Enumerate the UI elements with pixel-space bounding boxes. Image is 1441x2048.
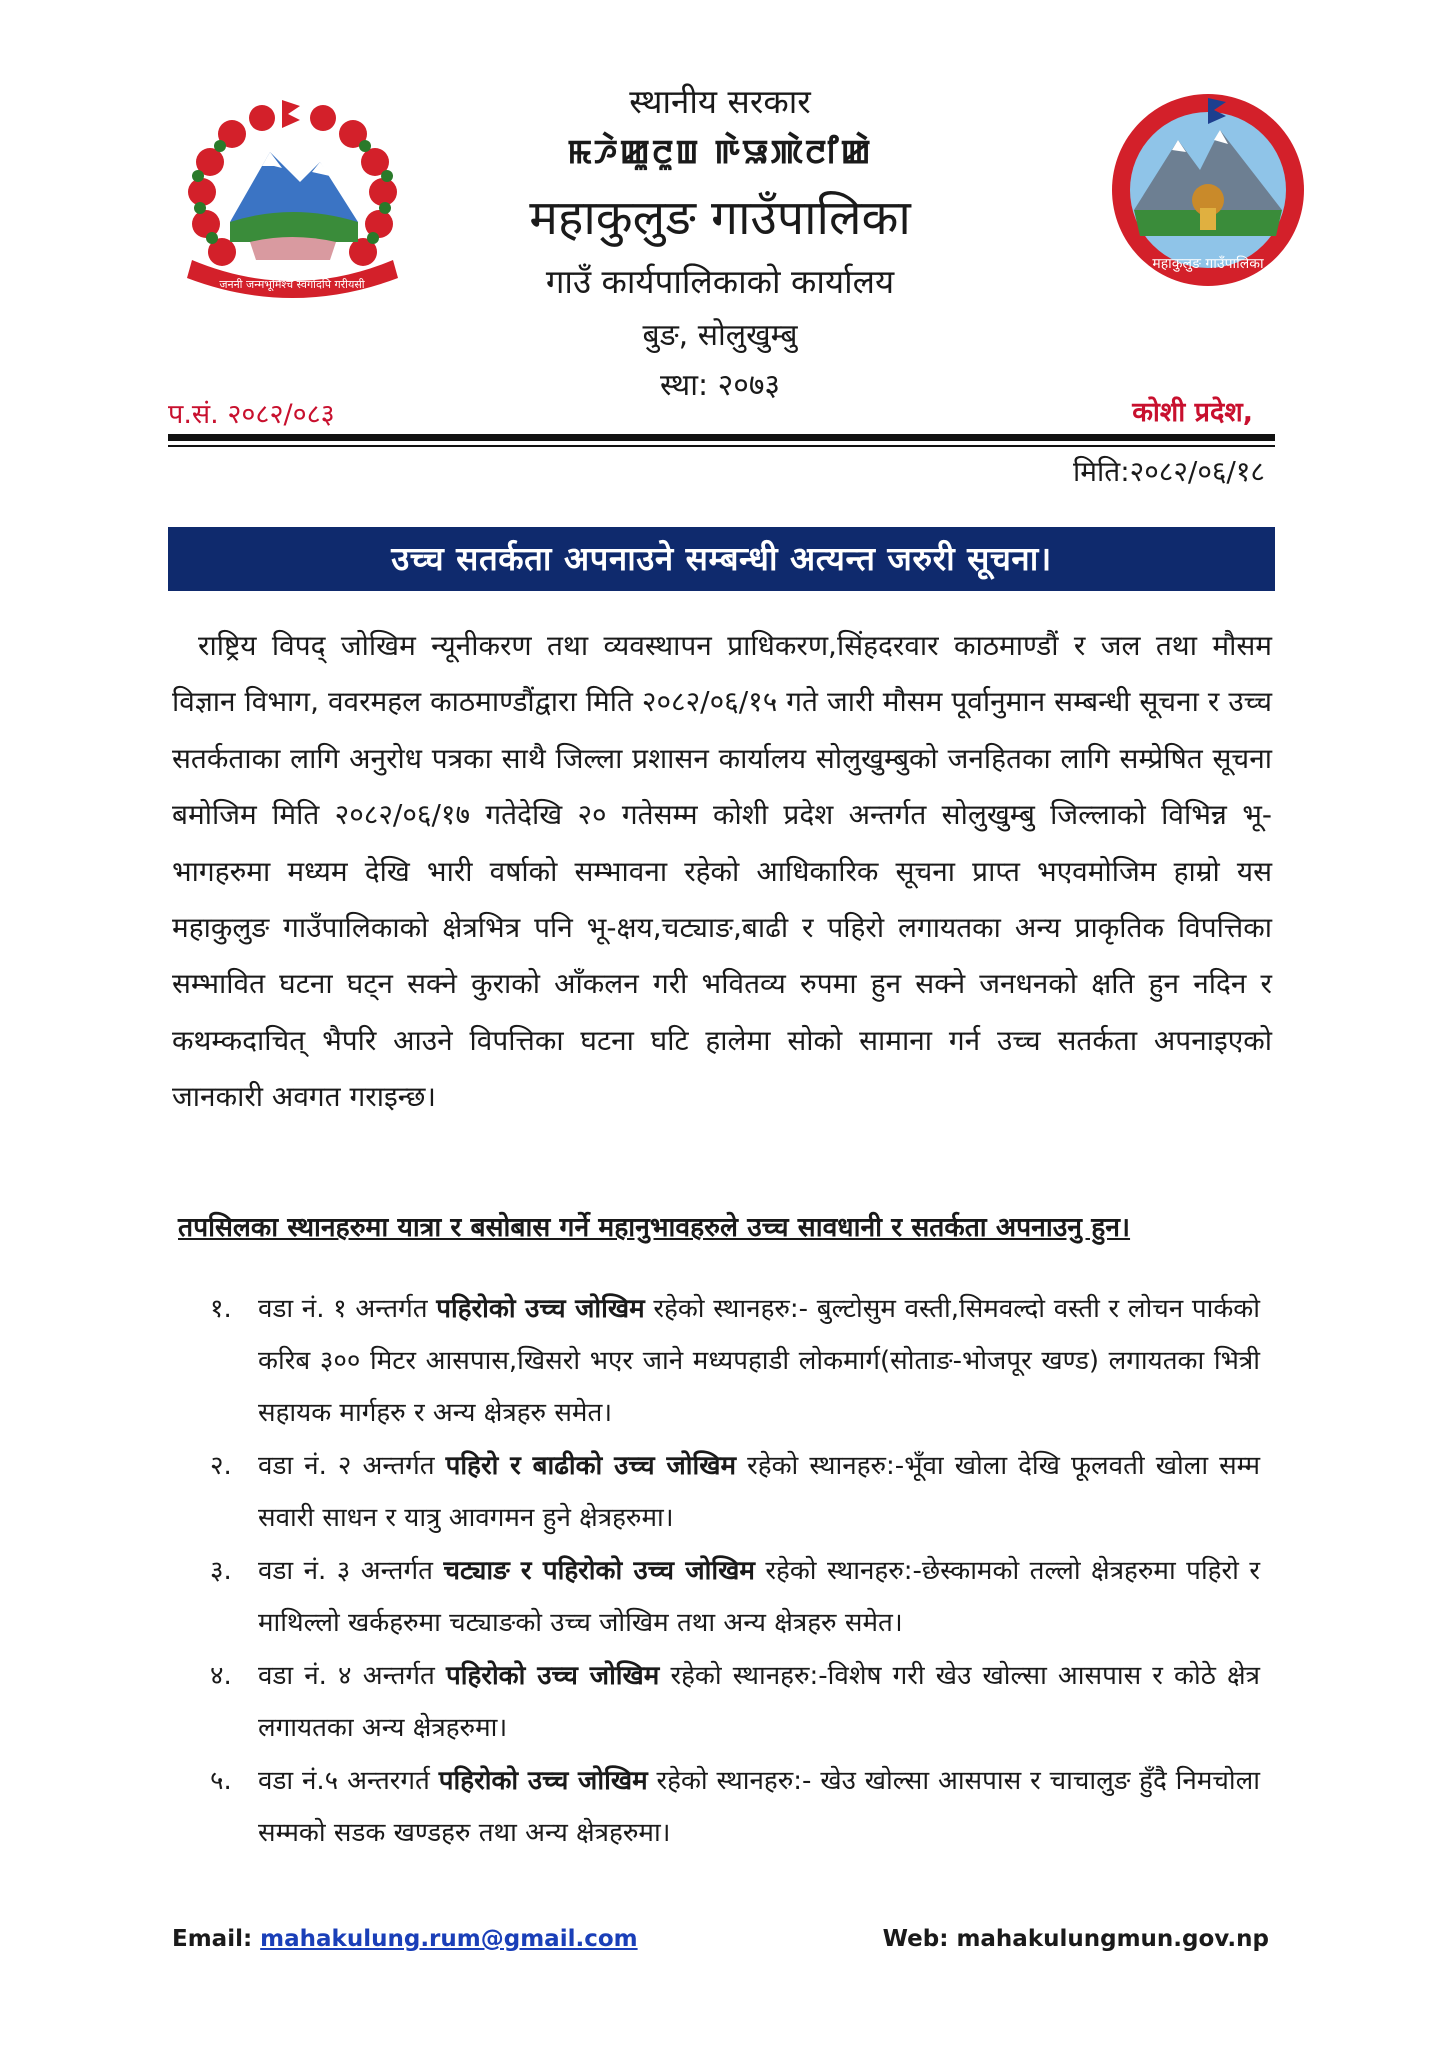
header-divider-thick — [168, 434, 1275, 441]
header-divider-thin — [168, 445, 1275, 447]
list-item-locations: रहेको स्थानहरु:-छेस्कामको तल्लो क्षेत्रहरुमा पहिरो र माथिल्लो खर्कहरुमा चट्याङको उच्च जोखिम तथा अन्य क्षेत्रहरु समेत। — [258, 1556, 1260, 1638]
list-item-locations: रहेको स्थानहरु:- बुल्टोसुम वस्ती,सिमवल्दो वस्ती र लोचन पार्कको करिब ३०० मिटर आसपास,खिसरो भएर जाने मध्यपहाडी लोकमार्ग(सोताङ-भोजपूर खण्ड) लगायतका भित्री सहायक मार्गहरु र अन्य क्षेत्रहरु समेत। — [258, 1294, 1261, 1428]
list-item-number: ४. — [210, 1661, 232, 1691]
header-local-government: स्थानीय सरकार — [629, 82, 811, 121]
province-name: कोशी प्रदेश, — [1132, 397, 1253, 428]
list-item-locations: रहेको स्थानहरु:- खेउ खोल्सा आसपास र चाचालुङ हुँदै निमचोला सम्मको सडक खण्डहरु तथा अन्य क्षेत्रहरुमा। — [258, 1766, 1260, 1848]
list-item — [210, 1545, 1260, 1649]
footer-website[interactable]: Web: mahakulungmun.gov.np — [882, 1926, 1269, 1952]
list-item — [210, 1283, 1260, 1439]
notice-date: मिति:२०८२/०६/१८ — [1073, 455, 1265, 488]
municipality-logo-icon — [1108, 90, 1308, 290]
list-item-number: ५. — [210, 1766, 232, 1796]
email-label: Email: — [172, 1926, 261, 1952]
list-item-ward: वडा नं. २ अन्तर्गत — [258, 1451, 446, 1481]
header-municipality-name: महाकुलुङ गाउँपालिका — [529, 190, 911, 246]
list-item-risk-type: चट्याङ र पहिरोको उच्च जोखिम — [443, 1556, 755, 1586]
footer-email — [172, 1926, 638, 1952]
header-office-name: गाउँ कार्यपालिकाको कार्यालय — [545, 262, 895, 301]
list-item-risk-type: पहिरोको उच्च जोखिम — [438, 1766, 648, 1796]
emblem-motto: जननी जन्मभूमिश्च स्वर्गादपि गरीयसी — [219, 278, 365, 291]
header-established: स्था: २०७३ — [659, 368, 781, 403]
list-item — [210, 1650, 1260, 1754]
reference-number: प.सं. २०८२/०८३ — [168, 399, 335, 430]
notice-body-paragraph: राष्ट्रिय विपद् जोखिम न्यूनीकरण तथा व्यवस्थापन प्राधिकरण,सिंहदरवार काठमाण्डौं र जल तथा मौसम विज्ञान विभाग, ववरमहल काठमाण्डौंद्वारा मिति २०८२/०६/१५ गते जारी मौसम पूर्वानुमान सम्बन्धी सूचना र उच्च सतर्कताका लागि अनुरोध पत्रका साथै जिल्ला प्रशासन कार्यालय सोलुखुम्बुको जनहितका लागि सम्प्रेषित सूचना बमोजिम मिति २०८२/०६/१७ गतेदेखि २० गतेसम्म कोशी प्रदेश अन्तर्गत सोलुखुम्बु जिल्लाको विभिन्न भू-भागहरुमा मध्यम देखि भारी वर्षाको सम्भावना रहेको आधिकारिक सूचना प्राप्त भएवमोजिम हाम्रो यस महाकुलुङ गाउँपालिकाको क्षेत्रभित्र पनि भू-क्षय,चट्याङ,बाढी र पहिरो लगायतका अन्य प्राकृतिक विपत्तिका सम्भावित घटना घट्न सक्ने कुराको आँकलन गरी भवितव्य रुपमा हुन सक्ने जनधनको क्षति हुन नदिन र कथम्कदाचित् भैपरि आउने विपत्तिका घटना घटि हालेमा सोको सामाना गर्न उच्च सतर्कता अपनाइएको जानकारी अवगत गराइन्छ। — [172, 629, 1272, 1114]
risk-area-list — [210, 1283, 1260, 1860]
list-item-locations: रहेको स्थानहरु:-भूँवा खोला देखि फूलवती खोला सम्म सवारी साधन र यात्रु आवगमन हुने क्षेत्रहरुमा। — [258, 1451, 1261, 1533]
list-item-ward: वडा नं. ३ अन्तर्गत — [258, 1556, 444, 1586]
list-item-ward: वडा नं.५ अन्तरगर्त — [258, 1766, 439, 1796]
list-item-number: २. — [210, 1451, 232, 1481]
list-item-risk-type: पहिरोको उच्च जोखिम — [446, 1661, 660, 1691]
list-item-ward: वडा नं. ४ अन्तर्गत — [258, 1661, 446, 1691]
logo-ring-text: महाकुलुङ गाउँपालिका — [1152, 256, 1264, 272]
list-item-locations: रहेको स्थानहरु:-विशेष गरी खेउ खोल्सा आसपास र कोठे क्षेत्र लगायतका अन्य क्षेत्रहरुमा। — [258, 1661, 1260, 1743]
notice-title-banner: उच्च सतर्कता अपनाउने सम्बन्धी अत्यन्त जरुरी सूचना। — [168, 527, 1275, 591]
nepal-emblem-icon — [170, 92, 415, 307]
instruction-heading: तपसिलका स्थानहरुमा यात्रा र बसोबास गर्ने महानुभावहरुले उच्च सावधानी र सतर्कता अपनाउनु हुन। — [178, 1212, 1131, 1243]
list-item — [210, 1440, 1260, 1544]
list-item-risk-type: पहिरो र बाढीको उच्च जोखिम — [445, 1451, 737, 1481]
list-item-number: १. — [210, 1294, 232, 1324]
list-item — [210, 1755, 1260, 1859]
list-item-number: ३. — [210, 1556, 232, 1586]
list-item-risk-type: पहिरोको उच्च जोखिम — [436, 1294, 645, 1324]
header-address: बुङ, सोलुखुम्बु — [642, 318, 798, 353]
email-link[interactable]: mahakulung.rum@gmail.com — [260, 1926, 638, 1952]
header-meitei-script: ꯃꯍꯥꯀꯨꯂꯨꯡ ꯒꯥꯎꯄꯥꯂꯤꯀꯥ — [567, 132, 873, 171]
list-item-ward: वडा नं. १ अन्तर्गत — [258, 1294, 437, 1324]
